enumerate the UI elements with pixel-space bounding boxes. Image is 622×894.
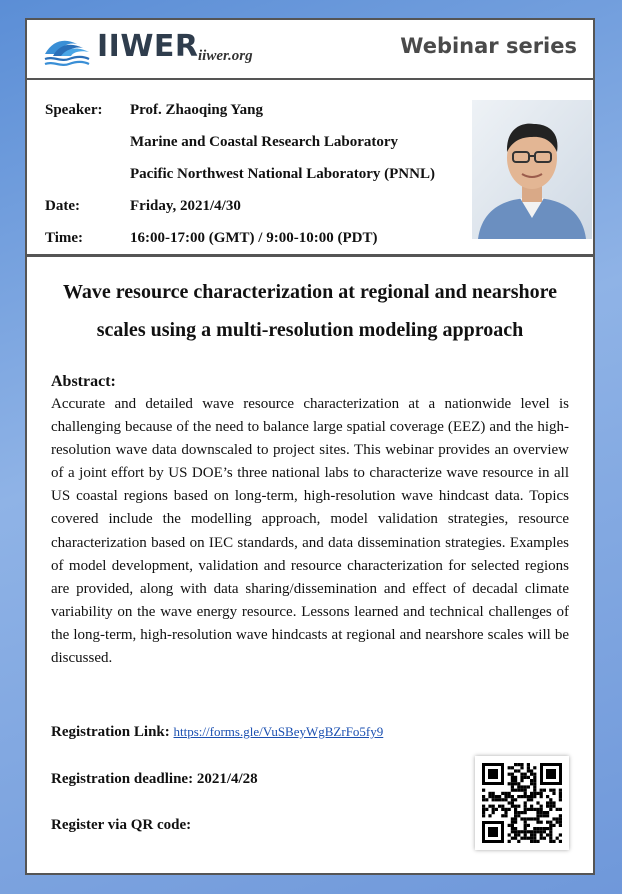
registration-link-label: Registration Link: — [51, 724, 170, 740]
date-value: Friday, 2021/4/30 — [130, 198, 241, 214]
qr-code-icon — [475, 756, 569, 850]
affiliation-2: Pacific Northwest National Laboratory (PNNL) — [130, 166, 435, 182]
qr-label: Register via QR code: — [51, 817, 192, 833]
flyer-header — [27, 20, 593, 80]
wave-logo-icon — [43, 34, 91, 68]
date-label: Date: — [45, 198, 80, 214]
affiliation-1: Marine and Coastal Research Laboratory — [130, 134, 399, 150]
speaker-label: Speaker: — [45, 102, 103, 118]
registration-deadline: Registration deadline: 2021/4/28 — [51, 771, 258, 787]
registration-link-row — [51, 724, 383, 741]
speaker-photo — [472, 100, 592, 239]
time-label: Time: — [45, 230, 84, 246]
abstract-heading: Abstract: — [51, 373, 116, 390]
time-value: 16:00-17:00 (GMT) / 9:00-10:00 (PDT) — [130, 230, 378, 246]
registration-link[interactable]: https://forms.gle/VuSBeyWgBZrFo5fy9 — [173, 724, 384, 739]
series-label: Webinar series — [400, 34, 577, 58]
site-url: iiwer.org — [198, 48, 253, 64]
brand-name: IIWER — [97, 29, 199, 64]
abstract-text: Accurate and detailed wave resource characterization at a nationwide level is challenging because of the need to balance large spatial coverage (EEZ) and the high-resolution wave data downscaled to project sites. This webinar provides an overview of a joint effort by US DOE’s three national labs to characterize wave resource in all US coastal regions based on long-term, high-resolution wave hindcast data. Topics covered include the modelling approach, model validation strategies, resource characterization based on IEC standards, and data dissemination strategies. Examples of model development, validation and resource characterization for selected regions are provided, along with data sharing/dissemination and effect of decadal climate variability on the wave energy resource. Lessons learned and technical challenges of the long-term, high-resolution wave hindcasts at regional and nearshore scales will be discussed. — [51, 396, 569, 667]
talk-title: Wave resource characterization at regional and nearshore scales using a multi-resolution modeling approach — [63, 281, 557, 341]
speaker-name: Prof. Zhaoqing Yang — [130, 102, 263, 118]
qr-code[interactable] — [475, 756, 569, 850]
